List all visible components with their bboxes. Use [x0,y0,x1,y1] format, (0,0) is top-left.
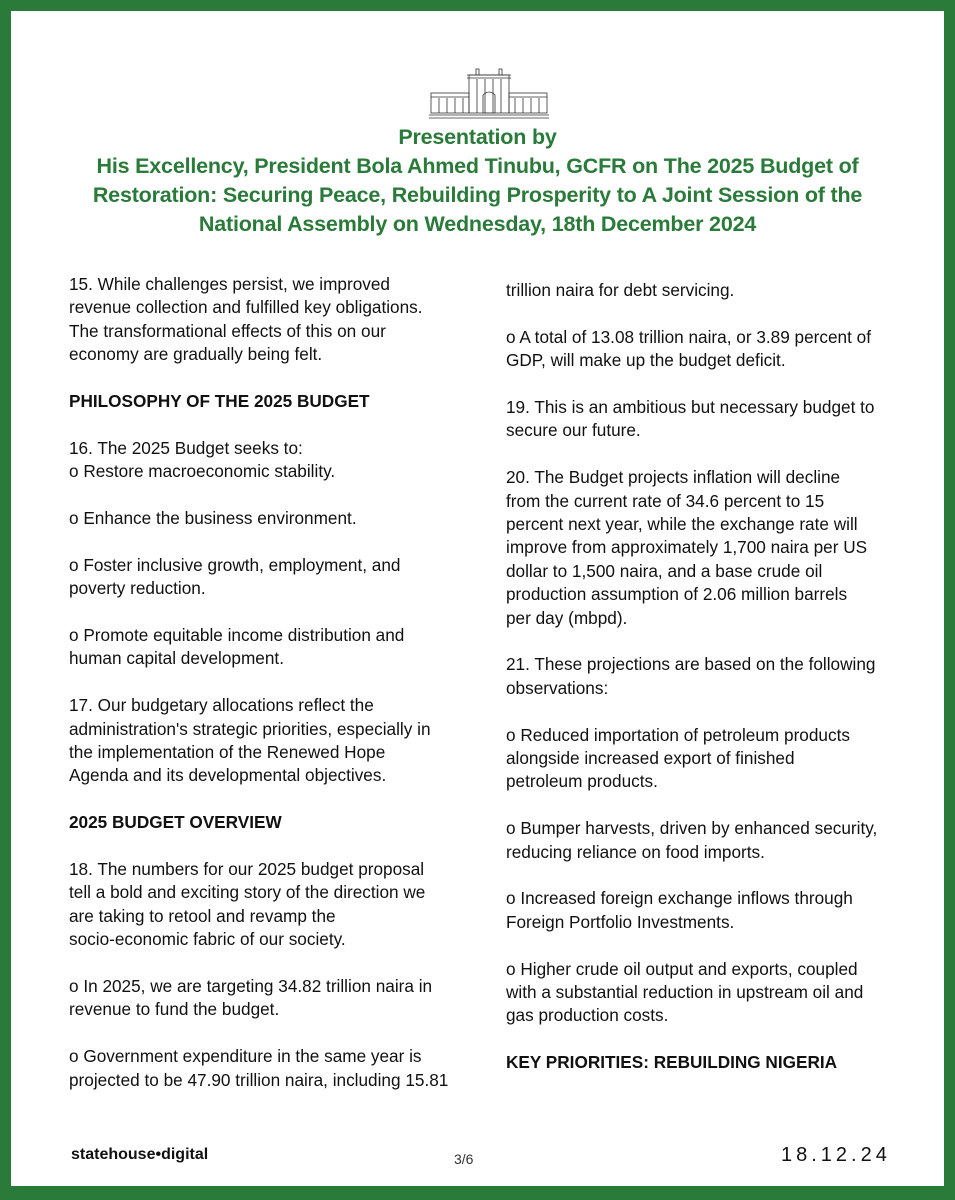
page-frame [11,11,944,1186]
heading-key-priorities: KEY PRIORITIES: REBUILDING NIGERIA [506,1052,838,1073]
bullet-forex-inflows: o Increased foreign exchange inflows through Foreign Portfolio Investments. [506,888,853,932]
bullet-budget-deficit: o A total of 13.08 trillion naira, or 3.89 percent of GDP, will make up the budget deficit. [506,326,871,371]
state-house-building-icon [429,65,549,125]
title-line-2: His Excellency, President Bola Ahmed Tinubu, GCFR on The 2025 Budget of [96,154,859,178]
bullet-crude-output: o Higher crude oil output and exports, coupled with a substantial reduction in upstream oil and gas production costs. [506,958,864,1026]
page-number: 3/6 [454,1151,474,1167]
bullet-inclusive-growth: o Foster inclusive growth, employment, and poverty reduction. [69,554,401,599]
heading-budget-overview: 2025 BUDGET OVERVIEW [69,812,282,833]
presentation-title [51,123,904,239]
bullet-revenue-target: o In 2025, we are targeting 34.82 trillion naira in revenue to fund the budget. [69,976,433,1020]
paragraph-21: 21. These projections are based on the following observations: [506,654,876,698]
right-column [506,279,926,1098]
bullet-business-environment: o Enhance the business environment. [69,508,357,529]
paragraph-20: 20. The Budget projects inflation will decline from the current rate of 34.6 percent to 15 percent next year, while the exchange rate will improve from approximately 1,700 naira per US dollar to 1,500 naira, and a base crude oil production assumption of 2.06 million barrels per day (mbpd). [506,467,868,628]
title-line-1: Presentation by [398,125,557,149]
paragraph-16: 16. The 2025 Budget seeks to: o Restore macroeconomic stability. [69,437,336,482]
brand-logo: statehouse•digital [71,1146,209,1163]
title-line-3: Restoration: Securing Peace, Rebuilding Prosperity to A Joint Session of the [92,183,863,207]
paragraph-17: 17. Our budgetary allocations reflect the administration's strategic priorities, especially in the implementation of the Renewed Hope Agenda and its developmental objectives. [69,695,431,786]
title-line-4: National Assembly on Wednesday, 18th December 2024 [198,212,757,236]
paragraph-18: 18. The numbers for our 2025 budget proposal tell a bold and exciting story of the direction we are taking to retool and revamp the socio-economic fabric of our society. [69,859,426,950]
date-stamp: 18.12.24 [781,1144,891,1166]
bullet-income-distribution: o Promote equitable income distribution and human capital development. [69,625,405,669]
bullet-expenditure: o Government expenditure in the same year is projected to be 47.90 trillion naira, including 15.81 [69,1046,449,1090]
heading-philosophy: PHILOSOPHY OF THE 2025 BUDGET [69,391,370,412]
paragraph-15: 15. While challenges persist, we improved revenue collection and fulfilled key obligations. The transformational effects of this on our economy are gradually being felt. [69,274,423,365]
bullet-bumper-harvests: o Bumper harvests, driven by enhanced security, reducing reliance on food imports. [506,818,878,862]
paragraph-19: 19. This is an ambitious but necessary budget to secure our future. [506,397,875,441]
left-column [69,273,479,1115]
continuation-debt-servicing: trillion naira for debt servicing. [506,280,735,300]
bullet-petroleum-imports: o Reduced importation of petroleum products alongside increased export of finished petroleum products. [506,724,850,792]
